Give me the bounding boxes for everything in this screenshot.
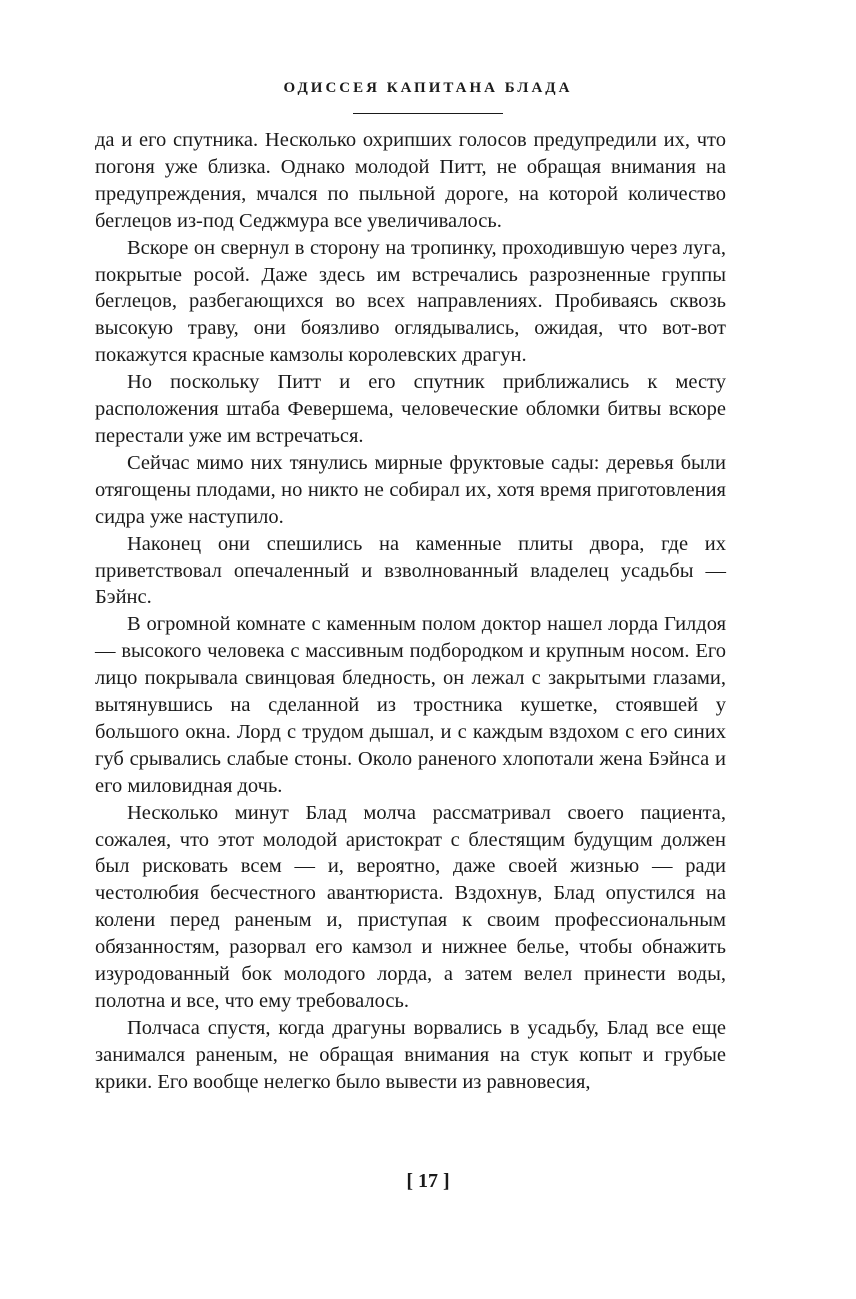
paragraph: В огромной комнате с каменным полом доктор нашел лорда Гилдоя — высокого человека с массивным подбородком и крупным носом. Его лицо покрывала свинцовая бледность, он лежал с закрытыми глазами, вытянувшись на сделанной из тростника кушетке, стоявшей у большого окна. Лорд с трудом дышал, и с каждым вздохом с его синих губ срывались слабые стоны. Около раненого хлопотали жена Бэйнса и его миловидная дочь. [95,613,726,797]
paragraph: Несколько минут Блад молча рассматривал своего пациента, сожалея, что этот молодой аристократ с блестящим будущим должен был рисковать всем — и, вероятно, даже своей жизнью — ради честолюбия бесчестного авантюриста. Вздохнув, Блад опустился на колени перед раненым и, приступая к своим профессиональным обязанностям, разорвал его камзол и нижнее белье, чтобы обнажить изуродованный бок молодого лорда, а затем велел принести воды, полотна и все, что ему требовалось. [95,801,726,1012]
body-text [95,127,726,1096]
paragraph: Вскоре он свернул в сторону на тропинку, проходившую через луга, покрытые росой. Даже здесь им встречались разрозненные группы беглецов, разбегающихся во всех направлениях. Пробиваясь сквозь высокую траву, они боязливо оглядывались, ожидая, что вот-вот покажутся красные камзолы королевских драгун. [95,236,726,367]
page-number: [ 17 ] [406,1170,450,1192]
paragraph: Сейчас мимо них тянулись мирные фруктовые сады: деревья были отягощены плодами, но никто не собирал их, хотя время приготовления сидра уже наступило. [95,451,726,528]
paragraph: Но поскольку Питт и его спутник приближались к месту расположения штаба Февершема, человеческие обломки битвы вскоре перестали уже им встречаться. [95,371,726,447]
header-ornament-rule [373,113,483,114]
paragraph: Полчаса спустя, когда драгуны ворвались в усадьбу, Блад все еще занимался раненым, не обращая внимания на стук копыт и грубые крики. Его вообще нелегко было вывести из равновесия, [95,1016,726,1093]
paragraph: да и его спутника. Несколько охрипших голосов предупредили их, что погоня уже близка. Однако молодой Питт, не обращая внимания на предупреждения, мчался по пыльной дороге, на которой количество беглецов из-под Седжмура все увеличивалось. [95,129,726,232]
paragraph: Наконец они спешились на каменные плиты двора, где их приветствовал опечаленный и взволнованный владелец усадьбы — Бэйнс. [95,532,726,609]
running-header-title: ОДИССЕЯ КАПИТАНА БЛАДА [283,80,573,96]
